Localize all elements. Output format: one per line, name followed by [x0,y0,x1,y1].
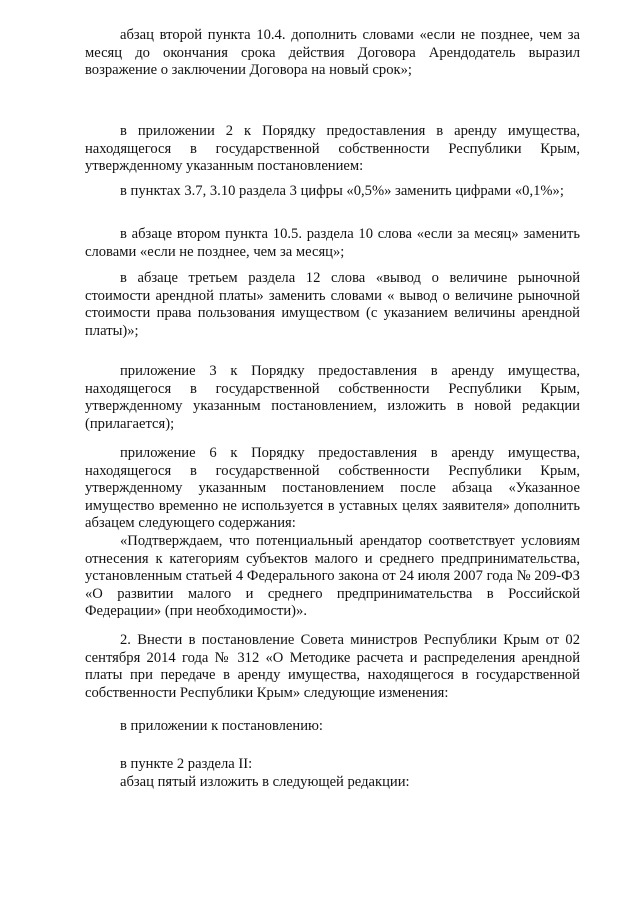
line-paragraph-five: абзац пятый изложить в следующей редакции: [120,774,410,790]
line-section-2: в пункте 2 раздела II: [120,756,253,772]
paragraph-10: в приложении к постановлению: [120,718,323,734]
paragraph-4: в абзаце втором пункта 10.5. раздела 10 слова «если за месяц» заменить словами «если не позднее, чем за месяц»; [85,226,580,260]
paragraph-1: абзац второй пункта 10.4. дополнить словами «если не позднее, чем за месяц до окончания срока действия Договора Арендодатель выразил возражение о заключении Договора на новый срок»; [85,27,580,78]
paragraph-2: в приложении 2 к Порядку предоставления в аренду имущества, находящегося в государственной собственности Республики Крым, утвержденному указанным постановлением: [85,123,580,174]
paragraph-7: приложение 6 к Порядку предоставления в аренду имущества, находящегося в государственной собственности Республики Крым, утвержденному указанным постановлением после абзаца «Указанное имущество временно не используется в уставных целях заявителя» дополнить абзацем следующего содержания: [85,445,580,531]
paragraph-9: 2. Внести в постановление Совета министров Республики Крым от 02 сентября 2014 года № 312 «О Методике расчета и распределения арендной платы при передаче в аренду имущества, находящегося в государственной собственности Республики Крым» следующие изменения: [85,632,580,701]
paragraph-5: в абзаце третьем раздела 12 слова «вывод о величине рыночной стоимости арендной платы» заменить словами « вывод о величине рыночной стоимости права пользования имуществом (с указанием величины арендной платы)»; [85,270,580,339]
paragraph-3: в пунктах 3.7, 3.10 раздела 3 цифры «0,5%» заменить цифрами «0,1%»; [120,183,564,199]
paragraph-6: приложение 3 к Порядку предоставления в аренду имущества, находящегося в государственной собственности Республики Крым, утвержденному указанным постановлением, изложить в новой редакции (прилагается); [85,363,580,432]
paragraph-8: «Подтверждаем, что потенциальный арендатор соответствует условиям отнесения к категориям субъектов малого и среднего предпринимательства, установленным статьей 4 Федерального закона от 24 июля 2007 года № 209-ФЗ «О развитии малого и среднего предпринимательства в Российской Федерации» (при необходимости)». [85,533,580,619]
